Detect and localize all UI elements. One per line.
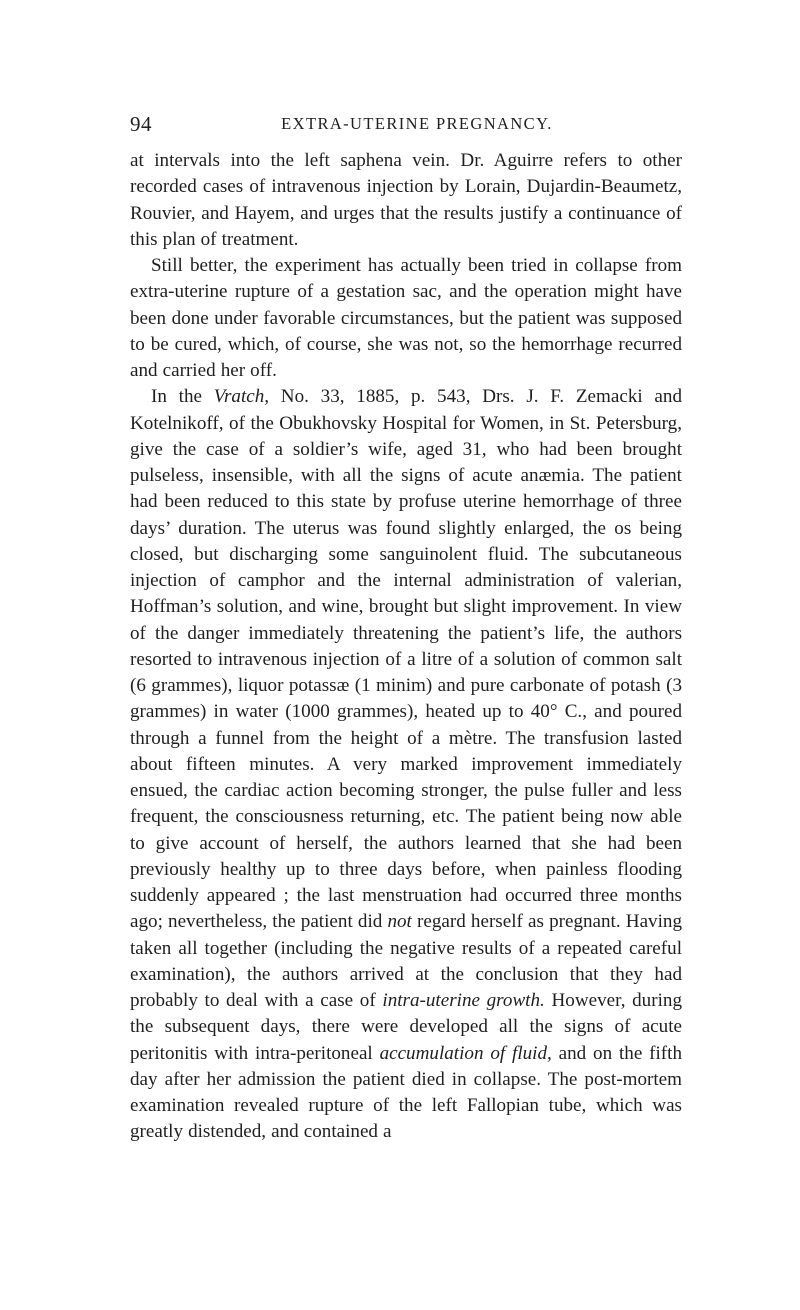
paragraph-3: [130, 384, 682, 1145]
paragraph-2: Still better, the experiment has actually been tried in collapse from extra-uterine rupture of a gestation sac, and the operation might have been done under favorable circumstances, but the patient was supposed to be cured, which, of course, she was not, so the hemorrhage recurred and carried her off.: [130, 255, 682, 381]
paragraph-3-text-3: regard herself as pregnant. Having taken all together (including the negative results of a repeated careful examination), the authors arrived at the conclusion that they had probably to deal with a case of: [130, 911, 682, 1011]
paragraph-1: at intervals into the left saphena vein. Dr. Aguirre refers to other recorded cases of intravenous injection by Lorain, Dujardin-Beaumetz, Rouvier, and Hayem, and urges that the results justify a continuance of this plan of treatment.: [130, 150, 682, 250]
running-head: [130, 112, 680, 138]
journal-title-vratch: Vratch,: [213, 386, 270, 408]
emphasis-intra-uterine-growth: intra-uterine growth.: [382, 990, 545, 1011]
emphasis-accumulation-of-fluid: accumulation of fluid,: [379, 1042, 552, 1064]
paragraph-3-text-1: In the: [151, 386, 214, 408]
running-title: EXTRA-UTERINE PREGNANCY.: [281, 114, 553, 133]
paragraph-3-text-5: and on the fifth day after her admission the patient died in collapse. The post-mortem examination revealed rupture of the left Fallopian tube, which was greatly distended, and contained a: [130, 1042, 683, 1143]
emphasis-not: not: [387, 911, 412, 933]
page-number: 94: [130, 112, 152, 136]
paragraph-3-text-4: However, during the subsequent days, there were developed all the signs of acute peritonitis with intra-peritoneal: [130, 990, 682, 1064]
body-text: [130, 148, 682, 1146]
paragraph-3-text-2: No. 33, 1885, p. 543, Drs. J. F. Zemacki and Kotelnikoff, of the Obukhovsky Hospital for Women, in St. Petersburg, give the case of a soldier’s wife, aged 31, who had been brought pulseless, insensible, with all the signs of acute anæmia. The patient had been reduced to this state by profuse uterine hemorrhage of three days’ duration. The uterus was found slightly enlarged, the os being closed, but discharging some sanguinolent fluid. The subcutaneous injection of camphor and the internal administration of valerian, Hoffman’s solution, and wine, brought but slight improvement. In view of the danger immediately threatening the patient’s life, the authors resorted to intravenous injection of a litre of a solution of common salt (6 grammes), liquor potassæ (1 minim) and pure carbonate of potash (3 grammes) in water (1000 grammes), heated up to 40° C., and poured through a funnel from the height of a mètre. The transfusion lasted about fifteen minutes. A very marked improvement immediately ensued, the cardiac action becoming stronger, the pulse fuller and less frequent, the consciousness returning, etc. The patient being now able to give account of herself, the authors learned that she had been previously healthy up to three days before, when painless flooding suddenly appeared ; the last menstruation had occurred three months ago; nevertheless, the patient did: [130, 386, 682, 933]
